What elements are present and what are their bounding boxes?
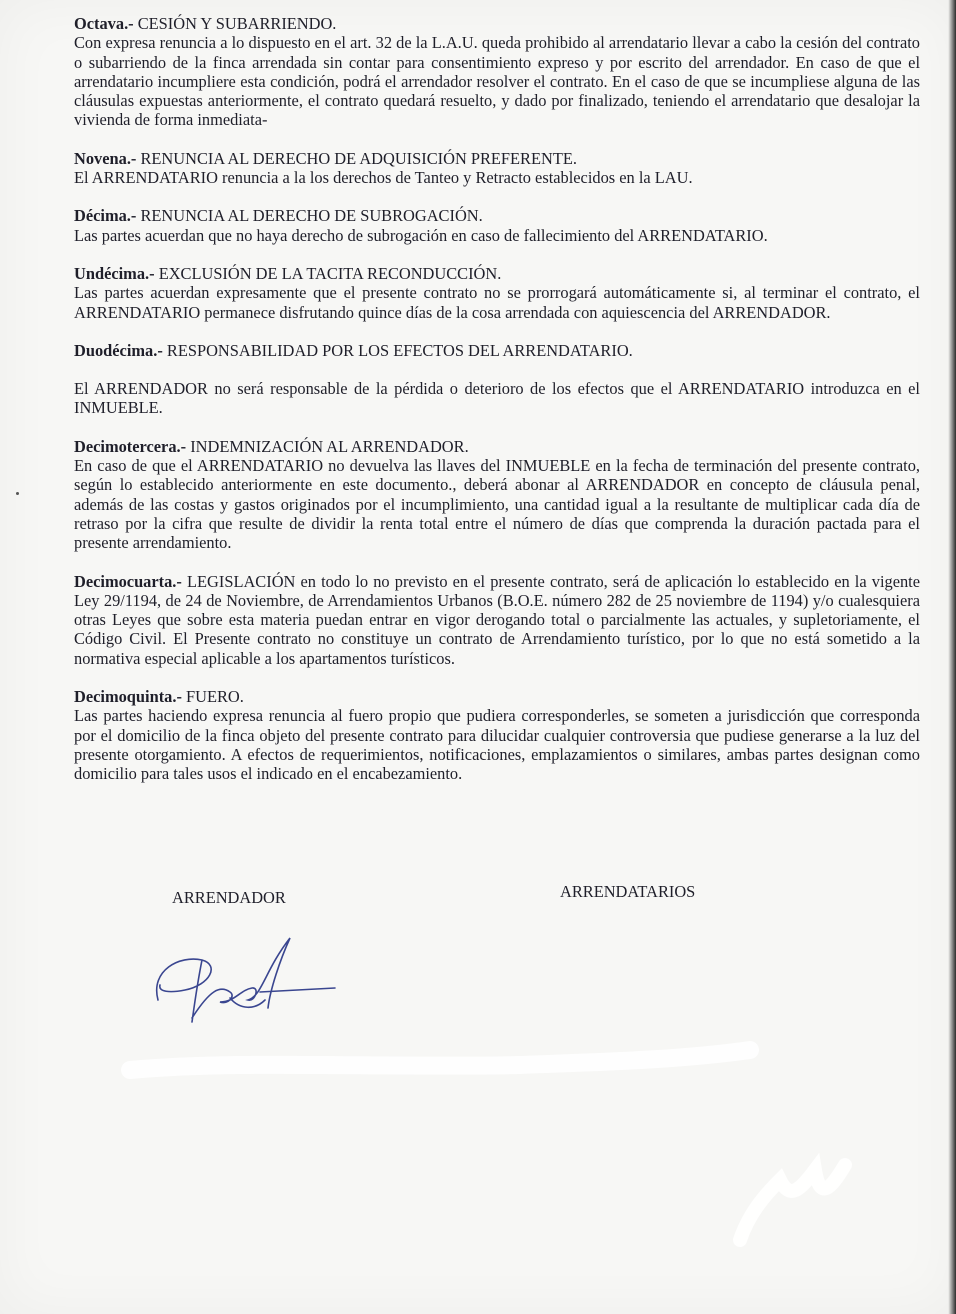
clause-label: Novena.- — [74, 148, 137, 168]
signature-label-arrendador: ARRENDADOR — [172, 888, 286, 907]
clause-paragraph: El ARRENDATARIO renuncia a la los derechos de Tanteo y Retracto establecidos en la LAU. — [74, 168, 693, 188]
clause-paragraph: El ARRENDADOR no será responsable de la pérdida o deterioro de los efectos que el ARRENDATARIO introduzca en el INMUEBLE. — [74, 379, 920, 418]
clause-heading — [74, 264, 920, 283]
clause-undecima — [74, 264, 920, 322]
clause-label: Octava.- — [74, 14, 134, 33]
clause-heading — [74, 437, 920, 456]
clause-decima — [74, 206, 920, 245]
clause-title: FUERO. — [186, 687, 244, 707]
clause-title: CESIÓN Y SUBARRIENDO. — [137, 14, 337, 33]
clause-paragraph: Con expresa renuncia a lo dispuesto en el art. 32 de la L.A.U. queda prohibido al arrendatario llevar a cabo la cesión del contrato o subarriendo de la finca arrendada sin contar para consentimiento expreso y por escrito del arrendador. En caso de que el arrendatario incumpliere esta condición, podrá el arrendador resolver el contrato. En el caso de que se incumpliese alguna de las cláusulas expuestas anteriormente, el contrato quedará resuelto, y dado por finalizado, teniendo el arrendatario que desalojar la vivienda de forma inmediata- — [74, 33, 920, 130]
clause-paragraph: Las partes acuerdan expresamente que el presente contrato no se prorrogará automáticamente si, al terminar el contrato, el ARRENDATARIO permanece disfrutando quince días de la cosa arrendada con aquiescencia del ARRENDADOR. — [74, 283, 920, 322]
arrendador-signature-image — [140, 930, 340, 1030]
clause-heading — [74, 149, 920, 168]
erased-initials-mark — [720, 1150, 870, 1260]
clause-paragraph: En caso de que el ARRENDATARIO no devuelva las llaves del INMUEBLE en la fecha de terminación del presente contrato, según lo establecido anteriormente en este documento., deberá abonar al ARRENDADOR en concepto de cláusula penal, además de las costas y gastos originados por el incumplimiento, una cantidad igual a la resultante de multiplicar cada día de retraso por la cifra que resulte de dividir la renta total entre el número de días que comprenda la duración pactada para el presente arrendamiento. — [74, 456, 920, 553]
clause-paragraph: Las partes acuerdan que no haya derecho de subrogación en caso de fallecimiento del ARRENDATARIO. — [74, 225, 768, 245]
erased-signature-area — [120, 1030, 760, 1100]
clause-label: Duodécima.- — [74, 340, 163, 360]
clause-octava — [74, 14, 920, 130]
clause-title: RENUNCIA AL DERECHO DE ADQUISICIÓN PREFERENTE. — [140, 148, 577, 168]
clause-heading — [74, 687, 920, 706]
clause-label: Undécima.- — [74, 263, 155, 283]
clause-heading — [74, 206, 920, 225]
clause-duodecima — [74, 341, 920, 418]
clause-novena — [74, 149, 920, 188]
clause-title: RESPONSABILIDAD POR LOS EFECTOS DEL ARRENDATARIO. — [166, 340, 633, 360]
clause-label: Decimotercera.- — [74, 436, 187, 456]
paper-speck — [16, 492, 19, 495]
clause-decimotercera — [74, 437, 920, 553]
scan-edge-shadow — [948, 0, 956, 1314]
signature-label-arrendatarios: ARRENDATARIOS — [560, 882, 696, 901]
clause-title: INDEMNIZACIÓN AL ARRENDADOR. — [190, 436, 469, 456]
clause-label: Decimocuarta.- — [74, 571, 182, 591]
clause-title: LEGISLACIÓN en todo lo no previsto en el presente contrato, será de aplicación lo establecido en la vigente Ley 29/1194, de 24 de Noviembre, de Arrendamientos Urbanos (B.O.E. número 282 de 25 noviembre de 1194) y/o cualesquiera otras Leyes que sobre esta materia puedan entrar en vigor derogando total o parcialmente las actuales, y supletoriamente, el Código Civil. El Presente contrato no constituye un contrato de Arrendamiento turístico, por lo que no está sometido a la normativa especial aplicable a los apartamentos turísticos. — [74, 571, 920, 668]
clause-decimoquinta — [74, 687, 920, 783]
clause-title: EXCLUSIÓN DE LA TACITA RECONDUCCIÓN. — [158, 263, 502, 283]
contract-body — [74, 14, 920, 803]
clause-heading — [74, 341, 920, 360]
clause-heading — [74, 572, 920, 668]
clause-paragraph: Las partes haciendo expresa renuncia al fuero propio que pudiera corresponderles, se someten a jurisdicción que corresponda por el domicilio de la finca objeto del presente contrato para dilucidar cualquier controversia que pudiese generarse a la luz del presente otorgamiento. A efectos de requerimientos, notificaciones, emplazamientos o similares, ambas partes designan como domicilio para tales usos el indicado en el encabezamiento. — [74, 706, 920, 784]
clause-label: Decimoquinta.- — [74, 687, 182, 707]
clause-title: RENUNCIA AL DERECHO DE SUBROGACIÓN. — [140, 206, 483, 226]
clause-decimocuarta — [74, 572, 920, 668]
clause-label: Décima.- — [74, 206, 137, 226]
clause-heading — [74, 14, 920, 33]
